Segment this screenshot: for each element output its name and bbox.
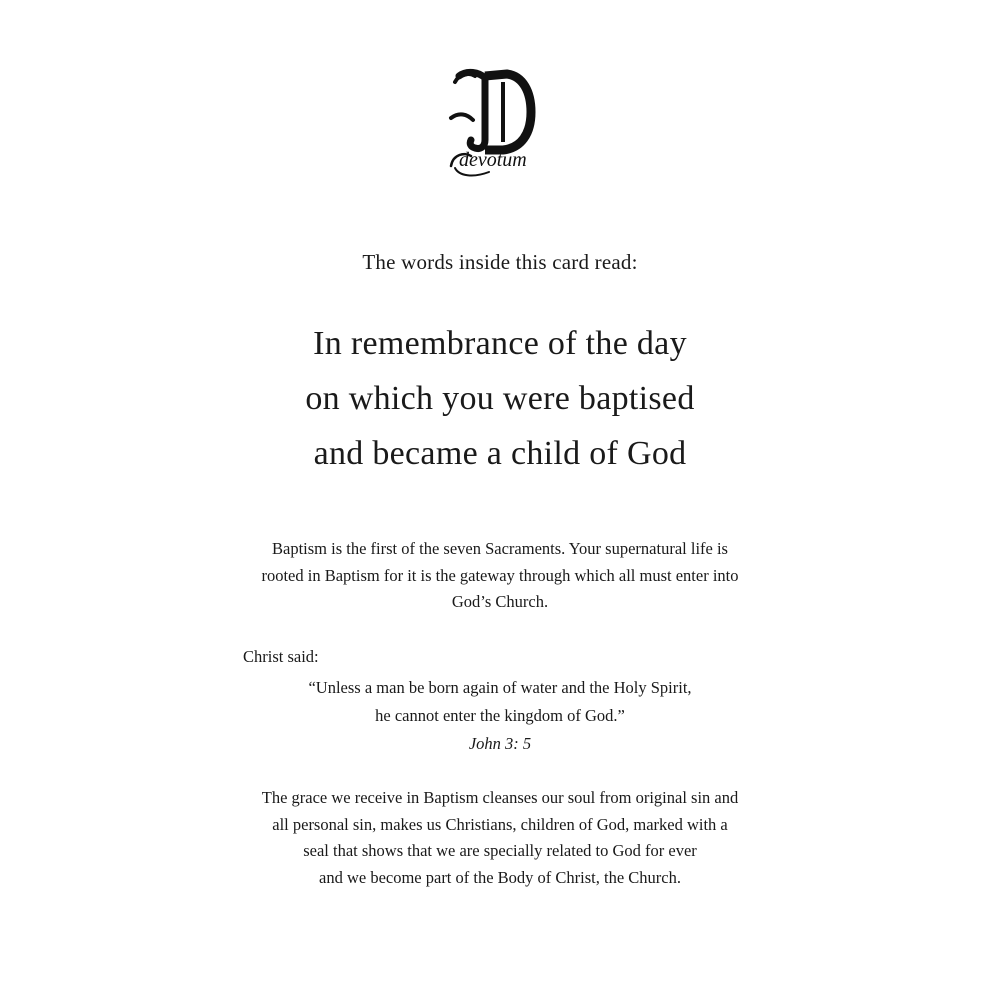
paragraph-line: all personal sin, makes us Christians, children of God, marked with a bbox=[272, 814, 728, 834]
paragraph-line: God’s Church. bbox=[451, 592, 549, 611]
paragraph-line: Baptism is the first of the seven Sacraments. Your supernatural life is bbox=[272, 539, 728, 558]
paragraph-line: The grace we receive in Baptism cleanses our soul from original sin and bbox=[261, 788, 739, 807]
quote-line: he cannot enter the kingdom of God.” bbox=[375, 706, 625, 725]
scripture-quote bbox=[0, 674, 1000, 758]
devotum-logo-mark bbox=[445, 68, 540, 180]
verse-line: and became a child of God bbox=[313, 435, 687, 472]
scripture-citation: John 3: 5 bbox=[468, 734, 532, 753]
devotum-logo bbox=[445, 68, 540, 180]
paragraph-line: seal that shows that we are specially related to God for ever bbox=[303, 841, 697, 860]
baptism-paragraph bbox=[0, 536, 1000, 616]
grace-paragraph bbox=[0, 785, 1000, 891]
paragraph-line: rooted in Baptism for it is the gateway through which all must enter into bbox=[261, 565, 739, 585]
logo-wordmark: devotum bbox=[459, 149, 527, 171]
dedication-verse bbox=[0, 316, 1000, 481]
christ-said-label: Christ said: bbox=[243, 647, 319, 666]
quote-line: “Unless a man be born again of water and the Holy Spirit, bbox=[308, 678, 692, 697]
verse-line: on which you were baptised bbox=[305, 380, 695, 417]
paragraph-line: and we become part of the Body of Christ, the Church. bbox=[319, 867, 681, 887]
verse-line: In remembrance of the day bbox=[313, 325, 687, 362]
intro-text: The words inside this card read: bbox=[362, 250, 638, 274]
